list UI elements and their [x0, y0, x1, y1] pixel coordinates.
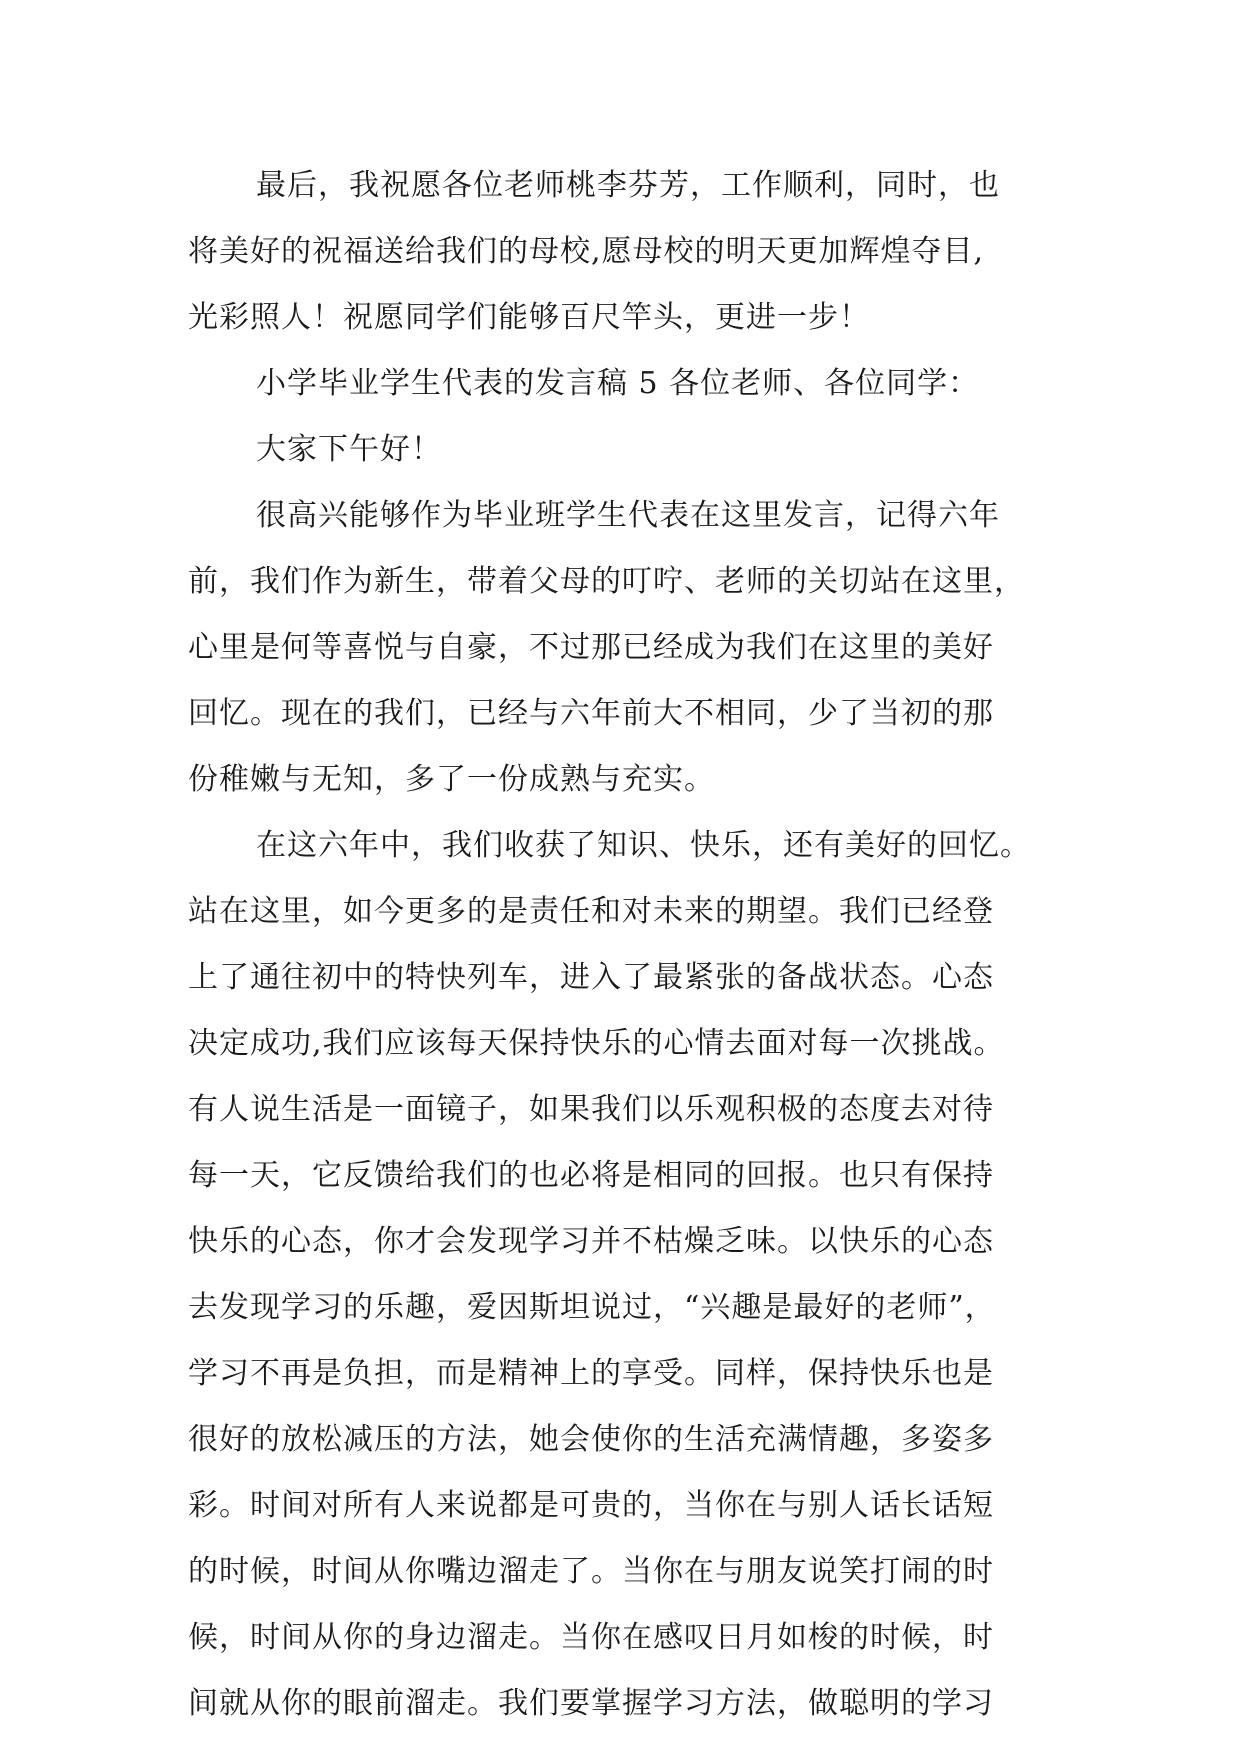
text-line: 心里是何等喜悦与自豪，不过那已经成为我们在这里的美好: [188, 630, 994, 665]
text-line: 最后，我祝愿各位老师桃李芬芳，工作顺利，同时，也: [256, 168, 1000, 203]
text-line: 决定成功,我们应该每天保持快乐的心情去面对每一次挑战。: [188, 1026, 1005, 1061]
text-line: 在这六年中，我们收获了知识、快乐，还有美好的回忆。: [256, 828, 1031, 863]
text-line: 学习不再是负担，而是精神上的享受。同样，保持快乐也是: [188, 1356, 994, 1391]
text-line: 前，我们作为新生，带着父母的叮咛、老师的关切站在这里，: [188, 564, 1025, 599]
text-line: 光彩照人！祝愿同学们能够百尺竿头，更进一步！: [188, 300, 870, 335]
text-line: 上了通往初中的特快列车，进入了最紧张的备战状态。心态: [188, 960, 994, 995]
text-line: 彩。时间对所有人来说都是可贵的，当你在与别人话长话短: [188, 1488, 994, 1523]
text-line: 间就从你的眼前溜走。我们要掌握学习方法，做聪明的学习: [188, 1686, 994, 1721]
text-line: 很高兴能够作为毕业班学生代表在这里发言，记得六年: [256, 498, 1000, 533]
text-line: 很好的放松减压的方法，她会使你的生活充满情趣，多姿多: [188, 1422, 994, 1457]
text-line: 小学毕业学生代表的发言稿 5 各位老师、各位同学：: [256, 366, 980, 401]
text-line: 的时候，时间从你嘴边溜走了。当你在与朋友说笑打闹的时: [188, 1554, 994, 1589]
text-line: 每一天，它反馈给我们的也必将是相同的回报。也只有保持: [188, 1158, 994, 1193]
text-line: 候，时间从你的身边溜走。当你在感叹日月如梭的时候，时: [188, 1620, 994, 1655]
text-line: 快乐的心态，你才会发现学习并不枯燥乏味。以快乐的心态: [188, 1224, 994, 1259]
text-line: 回忆。现在的我们，已经与六年前大不相同，少了当初的那: [188, 696, 994, 731]
text-line: 有人说生活是一面镜子，如果我们以乐观积极的态度去对待: [188, 1092, 994, 1127]
text-line: 大家下午好！: [256, 432, 442, 467]
text-line: 份稚嫩与无知，多了一份成熟与充实。: [188, 762, 715, 797]
text-line: 站在这里，如今更多的是责任和对未来的期望。我们已经登: [188, 894, 994, 929]
text-line: 将美好的祝福送给我们的母校,愿母校的明天更加辉煌夺目,: [188, 234, 985, 269]
text-line: 去发现学习的乐趣，爱因斯坦说过，“兴趣是最好的老师”，: [188, 1290, 996, 1325]
